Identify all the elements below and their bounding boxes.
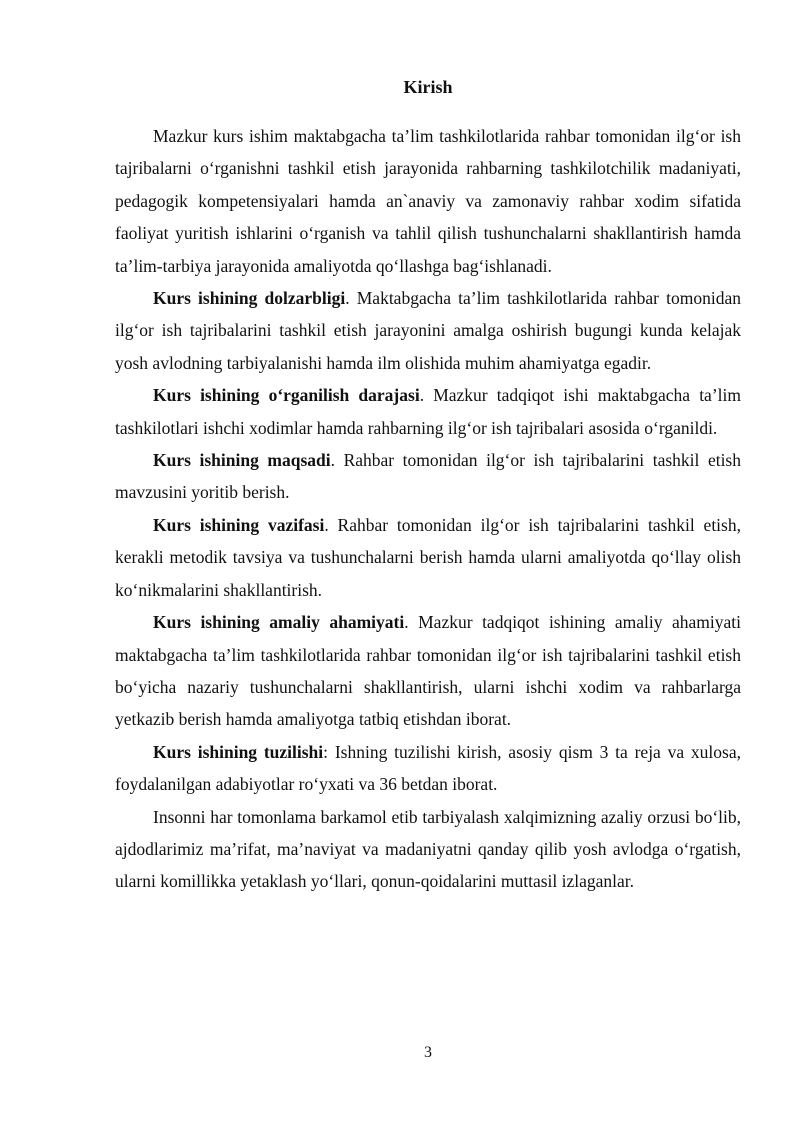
page-title: Kirish: [403, 77, 453, 97]
paragraph-relevance: [115, 282, 741, 379]
paragraph-text: Mazkur tadqiqot ishining amaliy ahamiyati maktabgacha ta’lim tashkilotlarida rahbar tomonidan ilg‘or ish tajribalarini tashkil etish bo‘yicha nazariy tushunchalarni shakllantirish, ularni ishchi xodim va rahbarlarga yetkazib berish hamda amaliyotga tatbiq etishdan iborat.: [115, 612, 741, 730]
paragraph-separator: .: [330, 450, 335, 471]
paragraph-text: Mazkur kurs ishim maktabgacha ta’lim tashkilotlarida rahbar tomonidan ilg‘or ish tajribalarni o‘rganishni tashkil etish jarayonida rahbarning tashkilotchilik madaniyati, pedagogik kompetensiyalari hamda an`anaviy va zamonaviy rahbar xodim sifatida faoliyat yuritish ishlarini o‘rganish va tahlil qilish tushunchalarni shakllantirish hamda ta’lim-tarbiya jarayonida amaliyotda qo‘llashga bag‘ishlanadi.: [115, 126, 741, 276]
paragraph-heading: Kurs ishining dolzarbligi: [153, 288, 346, 309]
paragraph-text: Rahbar tomonidan ilg‘or ish tajribalarini tashkil etish, kerakli metodik tavsiya va tushunchalarni berish hamda ularni amaliyotda qo‘llay olish ko‘nikmalarini shakllantirish.: [115, 514, 741, 600]
paragraph-text: Ishning tuzilishi kirish, asosiy qism 3 ta reja va xulosa, foydalanilgan adabiyotlar ro‘yxati va 36 betdan iborat.: [115, 741, 741, 795]
paragraph-practical-value: [115, 606, 741, 736]
document-body: [115, 120, 741, 898]
paragraph-tasks: [115, 509, 741, 606]
page-number: 3: [424, 1044, 432, 1061]
paragraph-text: Insonni har tomonlama barkamol etib tarbiyalash xalqimizning azaliy orzusi bo‘lib, ajdodlarimiz ma’rifat, ma’naviyat va madaniyatni qanday qilib yosh avlodga o‘rgatish, ularni komillikka yetaklash yo‘llari, qonun-qoidalarini muttasil izlaganlar.: [115, 806, 741, 892]
paragraph-heading: Kurs ishining amaliy ahamiyati: [153, 612, 405, 633]
paragraph-heading: Kurs ishining vazifasi: [153, 514, 325, 535]
paragraph-separator: .: [324, 514, 329, 535]
paragraph-separator: :: [323, 741, 329, 762]
paragraph-text: Mazkur tadqiqot ishi maktabgacha ta’lim tashkilotlari ishchi xodimlar hamda rahbarning ilg‘or ish tajribalari asosida o‘rganildi.: [115, 385, 741, 438]
paragraph-structure: [115, 736, 741, 801]
paragraph-goal: [115, 444, 741, 509]
paragraph-heading: Kurs ishining maqsadi: [153, 450, 331, 471]
paragraph-closing: [115, 801, 741, 898]
paragraph-separator: .: [404, 612, 409, 633]
paragraph-text: Rahbar tomonidan ilg‘or ish tajribalarini tashkil etish mavzusini yoritib berish.: [115, 450, 741, 503]
paragraph-text: Maktabgacha ta’lim tashkilotlarida rahbar tomonidan ilg‘or ish tajribalarini tashkil etish jarayonini amalga oshirish bugungi kunda kelajak yosh avlodning tarbiyalanishi hamda ilm olishida muhim ahamiyatga egadir.: [115, 288, 741, 373]
paragraph-heading: Kurs ishining tuzilishi: [153, 741, 324, 762]
paragraph-separator: .: [419, 385, 425, 406]
paragraph-intro: [115, 120, 741, 282]
paragraph-study-level: [115, 379, 741, 444]
paragraph-heading: Kurs ishining o‘rganilish darajasi: [153, 385, 420, 406]
paragraph-separator: .: [345, 288, 350, 309]
